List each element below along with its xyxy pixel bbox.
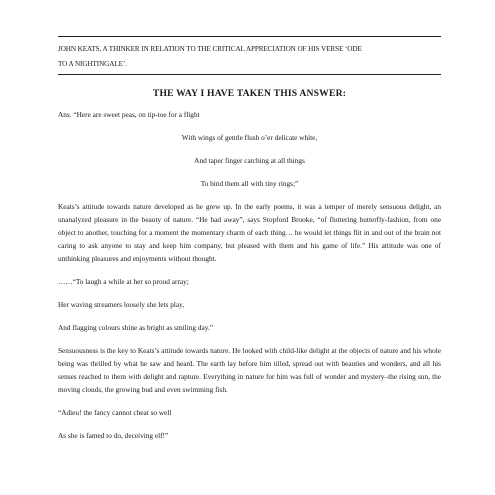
- quote2-line-3: And flagging colours shine as bright as smiling day.”: [58, 323, 213, 332]
- quote2-line-1: ……“To laugh a while at her so proud array;: [58, 277, 189, 286]
- header-line-2: TO A NIGHTINGALE’.: [58, 60, 127, 68]
- header-line-1: JOHN KEATS, A THINKER IN RELATION TO THE CRITICAL APPRECIATION OF HIS VERSE ‘ODE: [58, 45, 362, 53]
- paragraph-1: Keats’s attitude towards nature developed as he grew up. In the early poems, it was a temper of merely sensuous delight, an unanalyzed pleasure in the beauty of nature. “He had away”, says Stopford Brooke, “of fluttering butterfly-fashion, from one object to another, touching for a moment the momentary charm of each thing… he would let things flit in and out of the brain not caring to ask anyone to stay and keep him company, but pleased with them and his game of life.” His attitude was one of unthinking pleasures and enjoyments without thought.: [58, 202, 441, 263]
- quote3-line-1: “Adieu! the fancy cannot cheat so well: [58, 408, 172, 417]
- document-page: [58, 36, 441, 452]
- quote2-line-2: Her waving streamers loosely she lets play,: [58, 300, 185, 309]
- paragraph-2: Sensuousness is the key to Keats’s attitude towards nature. He looked with child-like delight at the objects of nature and his whole being was thrilled by what he saw and heard. The earth lay before him tilled, spread out with beauties and wonders, and all his senses reached to them with delight and rapture. Everything in nature for him was full of wonder and mystery–the rising sun, the moving clouds, the growing bud and even swimming fish.: [58, 346, 441, 394]
- quote-line-3: And taper finger catching at all things: [194, 156, 305, 165]
- quote-line-2: With wings of gentle flush o’er delicate white,: [181, 133, 318, 142]
- quote3-line-2: As she is famed to do, deceiving elf!”: [58, 431, 169, 440]
- section-title: THE WAY I HAVE TAKEN THIS ANSWER:: [152, 88, 347, 99]
- document-header: [58, 36, 441, 75]
- quote-line-1: Ans. “Here are sweet peas, on tip-toe for a flight: [58, 110, 200, 119]
- quote-line-4: To bind them all with tiny rings;”: [200, 179, 299, 188]
